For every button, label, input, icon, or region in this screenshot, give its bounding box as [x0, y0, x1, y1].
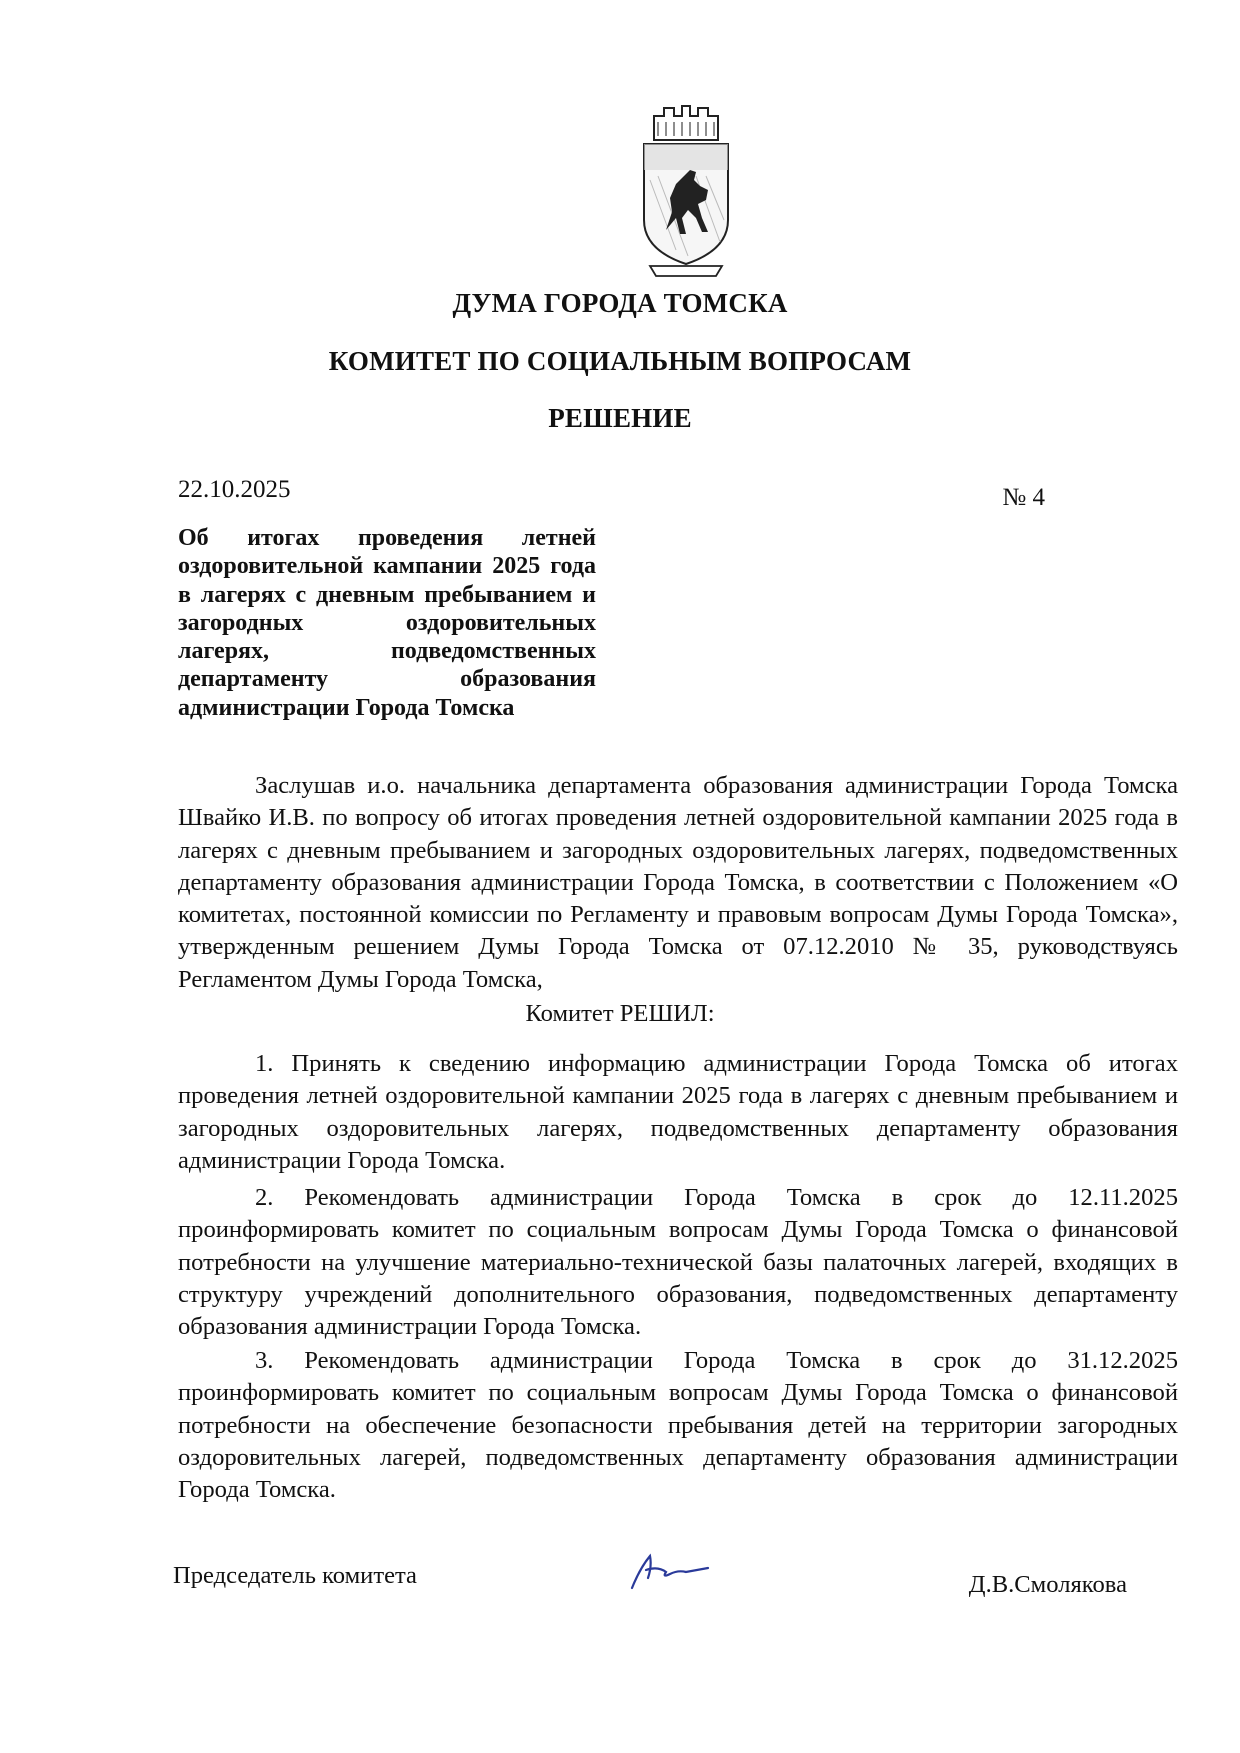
- handwritten-signature-icon: [626, 1548, 716, 1594]
- document-type-heading: РЕШЕНИЕ: [548, 403, 692, 433]
- decision-item-2: 2. Рекомендовать администрации Города Томска в срок до 12.11.2025 проинформировать комитет по социальным вопросам Думы Города Томска о финансовой потребности на улучшение материально-технической базы палаточных лагерей, входящих в структуру учреждений дополнительного образования, подведомственных департаменту образования администрации Города Томска.: [178, 1184, 1178, 1341]
- committee-heading: КОМИТЕТ ПО СОЦИАЛЬНЫМ ВОПРОСАМ: [328, 346, 912, 376]
- signatory-title: Председатель комитета: [173, 1562, 417, 1589]
- decision-subject: Об итогах проведения летней оздоровительной кампании 2025 года в лагерях с дневным пребыванием и загородных оздоровительных лагерях, подведомственных департаменту образования администрации Города Томска: [178, 525, 596, 721]
- resolved-line: Комитет РЕШИЛ:: [525, 1000, 715, 1027]
- decision-number: № 4: [1002, 484, 1045, 511]
- decision-date: 22.10.2025: [178, 476, 291, 503]
- preamble-paragraph: Заслушав и.о. начальника департамента образования администрации Города Томска Швайко И.В. по вопросу об итогах проведения летней оздоровительной кампании 2025 года в лагерях с дневным пребыванием и загородных оздоровительных лагерях, подведомственных департаменту образования администрации Города Томска, в соответствии с Положением «О комитетах, постоянной комиссии по Регламенту и правовым вопросам Думы Города Томска», утвержденным решением Думы Города Томска от 07.12.2010 № 35, руководствуясь Регламентом Думы Города Томска,: [178, 772, 1178, 993]
- decision-item-1: 1. Принять к сведению информацию администрации Города Томска об итогах проведения летней оздоровительной кампании 2025 года в лагерях с дневным пребыванием и загородных оздоровительных лагерях, подведомственных департаменту образования администрации Города Томска.: [178, 1050, 1178, 1174]
- signatory-name: Д.В.Смолякова: [968, 1571, 1127, 1598]
- duma-heading: ДУМА ГОРОДА ТОМСКА: [452, 288, 788, 318]
- decision-item-3: 3. Рекомендовать администрации Города Томска в срок до 31.12.2025 проинформировать комитет по социальным вопросам Думы Города Томска о финансовой потребности на обеспечение безопасности пребывания детей на территории загородных оздоровительных лагерей, подведомственных департаменту образования администрации Города Томска.: [178, 1347, 1178, 1504]
- tomsk-coat-of-arms-icon: [636, 100, 736, 280]
